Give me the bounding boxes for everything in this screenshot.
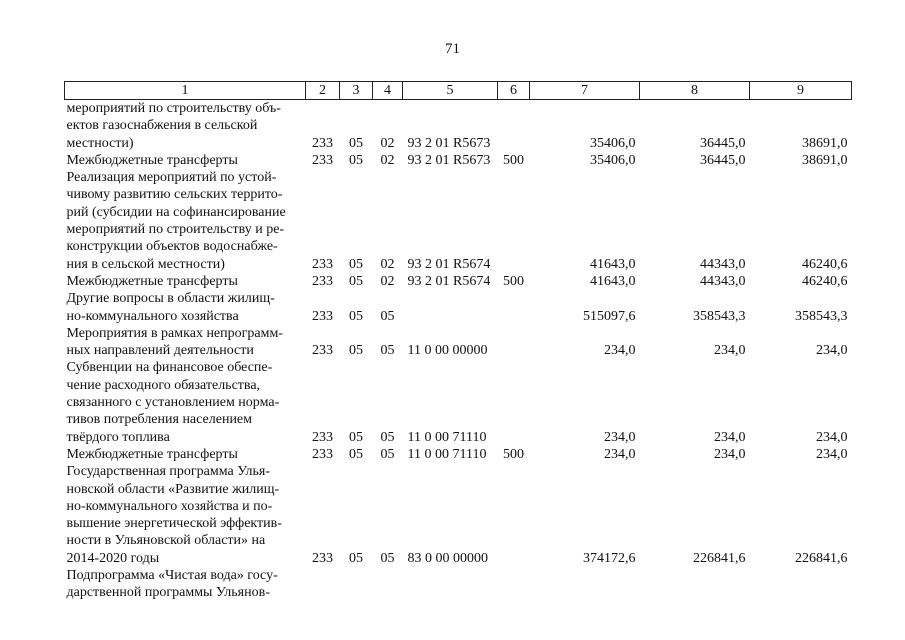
- expense-name-line: твёрдого топлива: [66, 429, 170, 445]
- cell-amount-2: 226841,6: [693, 550, 746, 566]
- column-header-subsection: 4: [373, 82, 403, 100]
- cell-expense-type: [498, 100, 530, 152]
- expense-name-line: но-коммунального хозяйства: [66, 308, 239, 324]
- column-header-grbs: 2: [306, 82, 340, 100]
- cell-expense-type: [498, 325, 530, 360]
- table-row: [65, 463, 852, 567]
- expense-name-line: конструкции объектов водоснабже-: [66, 239, 278, 255]
- cell-amount-2: 234,0: [714, 429, 746, 445]
- table-row: [65, 290, 852, 325]
- cell-expense-type: [498, 169, 530, 273]
- expense-name-line: местности): [66, 135, 134, 151]
- cell-grbs: 233: [312, 446, 333, 462]
- cell-expense-type: 500: [503, 446, 524, 462]
- cell-grbs: 233: [312, 273, 333, 289]
- cell-amount-2: 36445,0: [700, 152, 746, 168]
- expense-name-line: 2014-2020 годы: [66, 550, 160, 566]
- cell-expense-type: [498, 463, 530, 567]
- expense-name-line: дарственной программы Ульянов-: [66, 585, 270, 601]
- cell-amount-1: 41643,0: [590, 273, 636, 289]
- expense-name-line: связанного с установлением норма-: [66, 395, 280, 411]
- expense-name-line: Реализация мероприятий по устой-: [66, 170, 277, 186]
- cell-grbs: 233: [312, 256, 333, 272]
- cell-subsection: 02: [380, 152, 395, 168]
- table-row: [65, 152, 852, 169]
- cell-amount-2: 44343,0: [700, 256, 746, 272]
- cell-amount-1: 35406,0: [590, 135, 636, 151]
- cell-amount-3: 234,0: [816, 429, 848, 445]
- expense-name-line: Межбюджетные трансферты: [66, 273, 238, 289]
- cell-expense-type: [498, 359, 530, 445]
- expense-name-line: Подпрограмма «Чистая вода» госу-: [66, 568, 278, 584]
- table-row: [65, 273, 852, 290]
- cell-expense-type: 500: [503, 152, 524, 168]
- expense-name-line: тивов потребления населением: [66, 412, 253, 428]
- cell-target-article: 93 2 01 R5674: [407, 273, 491, 289]
- cell-subsection: 05: [380, 308, 395, 324]
- table-body: [65, 100, 852, 602]
- cell-grbs: [306, 567, 340, 602]
- cell-subsection: 02: [380, 256, 395, 272]
- expense-name-line: Другие вопросы в области жилищ-: [66, 291, 275, 307]
- cell-target-article: 93 2 01 R5674: [407, 256, 491, 272]
- cell-amount-3: 358543,3: [795, 308, 848, 324]
- budget-table: [64, 81, 852, 602]
- expense-name-line: но-коммунального хозяйства и по-: [66, 498, 273, 514]
- column-header-target-article: 5: [403, 82, 498, 100]
- cell-target-article: [403, 567, 498, 602]
- cell-target-article: 11 0 00 00000: [407, 343, 488, 359]
- cell-target-article: 11 0 00 71110: [407, 429, 487, 445]
- cell-subsection: 02: [380, 273, 395, 289]
- cell-expense-name: [65, 152, 306, 169]
- column-header-section: 3: [340, 82, 373, 100]
- cell-expense-type: [498, 290, 530, 325]
- cell-amount-3: [750, 567, 852, 602]
- cell-expense-name: [65, 567, 306, 602]
- cell-section: [340, 567, 373, 602]
- cell-expense-name: [65, 325, 306, 360]
- cell-amount-2: 44343,0: [700, 273, 746, 289]
- cell-expense-name: [65, 463, 306, 567]
- cell-subsection: 05: [380, 429, 395, 445]
- expense-name-line: чение расходного обязательства,: [66, 377, 261, 393]
- cell-amount-2: [640, 567, 750, 602]
- cell-subsection: 05: [380, 343, 395, 359]
- cell-section: 05: [349, 256, 363, 272]
- cell-amount-2: 234,0: [714, 343, 746, 359]
- expense-name-line: мероприятий по строительству и ре-: [66, 222, 285, 238]
- cell-expense-name: [65, 100, 306, 152]
- expense-name-line: Межбюджетные трансферты: [66, 152, 238, 168]
- cell-section: 05: [349, 308, 363, 324]
- cell-target-article: [403, 290, 498, 325]
- cell-amount-3: 38691,0: [802, 152, 848, 168]
- cell-amount-1: 234,0: [604, 446, 636, 462]
- cell-expense-name: [65, 273, 306, 290]
- cell-expense-name: [65, 290, 306, 325]
- table-row: [65, 567, 852, 602]
- cell-amount-3: 234,0: [816, 343, 848, 359]
- cell-grbs: 233: [312, 135, 333, 151]
- cell-section: 05: [349, 273, 363, 289]
- column-header-amount-2: 8: [640, 82, 750, 100]
- cell-grbs: 233: [312, 152, 333, 168]
- cell-amount-1: [530, 567, 640, 602]
- cell-target-article: 83 0 00 00000: [407, 550, 488, 566]
- expense-name-line: чивому развитию сельских террито-: [66, 187, 283, 203]
- cell-amount-3: 226841,6: [795, 550, 848, 566]
- cell-amount-3: 234,0: [816, 446, 848, 462]
- cell-amount-1: 234,0: [604, 343, 636, 359]
- expense-name-line: рий (субсидии на софинансирование: [66, 204, 286, 220]
- cell-amount-1: 41643,0: [590, 256, 636, 272]
- cell-amount-1: 374172,6: [583, 550, 636, 566]
- expense-name-line: ных направлений деятельности: [66, 343, 254, 359]
- page-number: 71: [445, 41, 460, 57]
- cell-amount-1: 35406,0: [590, 152, 636, 168]
- cell-grbs: 233: [312, 343, 333, 359]
- cell-target-article: 93 2 01 R5673: [407, 152, 491, 168]
- cell-target-article: 93 2 01 R5673: [407, 135, 491, 151]
- column-number-header-row: [65, 82, 852, 100]
- cell-grbs: 233: [312, 550, 333, 566]
- cell-expense-type: 500: [503, 273, 524, 289]
- cell-grbs: 233: [312, 429, 333, 445]
- expense-name-line: Мероприятия в рамках непрограмм-: [66, 325, 283, 341]
- cell-section: 05: [349, 343, 363, 359]
- cell-amount-3: 46240,6: [802, 273, 848, 289]
- expense-name-line: Государственная программа Улья-: [66, 464, 270, 480]
- expense-name-line: Межбюджетные трансферты: [66, 446, 238, 462]
- expense-name-line: вышение энергетической эффектив-: [66, 516, 282, 532]
- table-row: [65, 100, 852, 152]
- column-header-amount-1: 7: [530, 82, 640, 100]
- cell-amount-2: 358543,3: [693, 308, 746, 324]
- cell-grbs: 233: [312, 308, 333, 324]
- expense-name-line: мероприятий по строительству объ-: [66, 101, 281, 116]
- expense-name-line: ния в сельской местности): [66, 256, 225, 272]
- cell-subsection: 05: [380, 446, 395, 462]
- table-row: [65, 169, 852, 273]
- table-row: [65, 359, 852, 445]
- column-header-amount-3: 9: [750, 82, 852, 100]
- cell-subsection: 05: [380, 550, 395, 566]
- cell-section: 05: [349, 152, 363, 168]
- cell-subsection: 02: [380, 135, 395, 151]
- column-header-expense-type: 6: [498, 82, 530, 100]
- expense-name-line: Субвенции на финансовое обеспе-: [66, 360, 273, 376]
- cell-amount-3: 38691,0: [802, 135, 848, 151]
- cell-section: 05: [349, 550, 363, 566]
- cell-amount-2: 36445,0: [700, 135, 746, 151]
- expense-name-line: новской области «Развитие жилищ-: [66, 481, 280, 497]
- column-header-name: 1: [65, 82, 306, 100]
- cell-amount-3: 46240,6: [802, 256, 848, 272]
- cell-section: 05: [349, 446, 363, 462]
- cell-amount-1: 234,0: [604, 429, 636, 445]
- cell-amount-2: 234,0: [714, 446, 746, 462]
- cell-amount-1: 515097,6: [583, 308, 636, 324]
- cell-subsection: [373, 567, 403, 602]
- cell-target-article: 11 0 00 71110: [407, 446, 487, 462]
- cell-expense-name: [65, 359, 306, 445]
- cell-section: 05: [349, 135, 363, 151]
- cell-expense-name: [65, 446, 306, 463]
- table-row: [65, 446, 852, 463]
- cell-section: 05: [349, 429, 363, 445]
- cell-expense-type: [498, 567, 530, 602]
- expense-name-line: ектов газоснабжения в сельской: [66, 118, 258, 134]
- expense-name-line: ности в Ульяновской области» на: [66, 533, 266, 549]
- table-row: [65, 325, 852, 360]
- cell-expense-name: [65, 169, 306, 273]
